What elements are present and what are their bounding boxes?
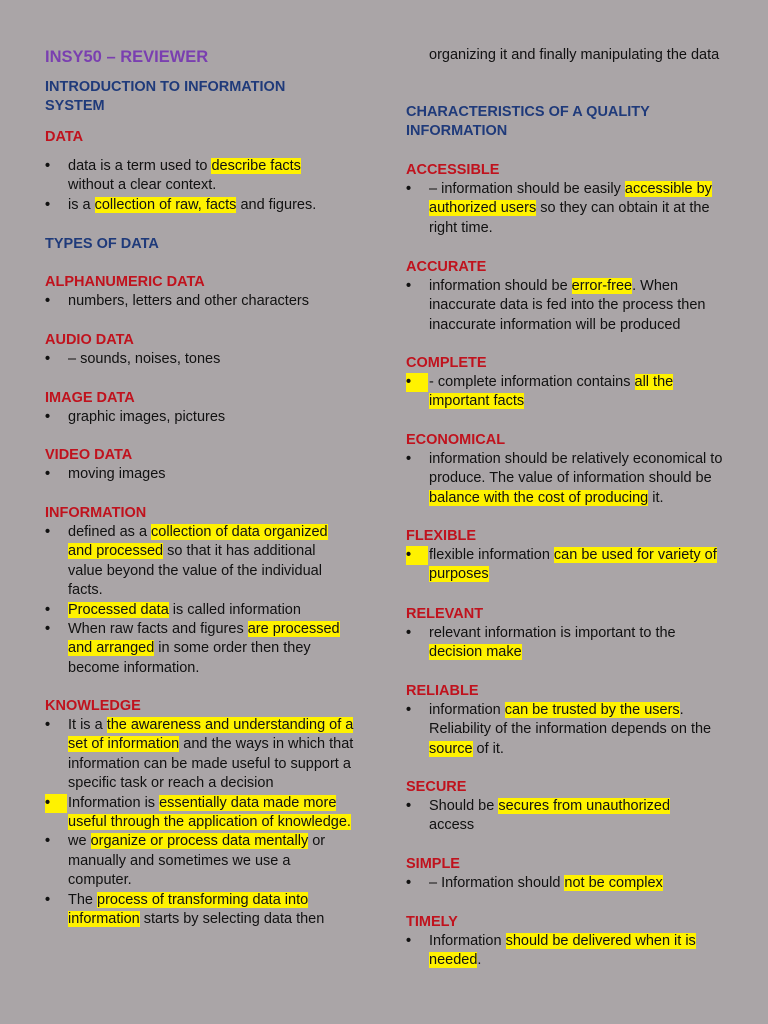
list-item: • information can be trusted by the users. Reliability of the information depends on the source of it. [406,702,712,757]
bullet-icon: • [45,891,51,908]
continued-text: organizing it and finally manipulating the data [429,47,720,63]
list-item: • Should be secures from unauthorized access [406,798,671,834]
knowledge-heading: KNOWLEDGE [45,698,141,714]
video-heading: VIDEO DATA [45,447,133,463]
list-item: • defined as a collection of data organized and processed so that it has additional value beyond the value of the individual facts. [45,524,328,599]
audio-heading: AUDIO DATA [45,332,134,348]
image-heading: IMAGE DATA [45,390,135,406]
relevant-heading: RELEVANT [406,606,484,622]
list-item: • data is a term used to describe facts without a clear context. [45,158,301,194]
list-item: • When raw facts and figures are processed and arranged in some order then they become information. [45,621,340,676]
list-item: • information should be error-free. When inaccurate data is fed into the process then inaccurate information will be produced [406,278,706,333]
bullet-icon: • [45,524,51,540]
bullet-icon: • [45,351,51,367]
bullet-icon: • [406,933,412,949]
economical-heading: ECONOMICAL [406,432,506,448]
bullet-icon: • [45,717,51,733]
flexible-heading: FLEXIBLE [406,528,477,544]
list-item: • – sounds, noises, tones [45,350,368,369]
characteristics-heading: CHARACTERISTICS OF A QUALITY INFORMATION [406,104,650,140]
list-item: • Processed data is called information [45,601,345,620]
information-list [45,523,345,678]
bullet-icon: • [45,833,51,850]
bullet-icon: • [406,373,428,392]
bullet-icon: • [406,875,412,891]
list-item: • flexible information can be used for variety of purposes [406,547,717,583]
bullet-icon: • [45,158,51,174]
bullet-icon: • [406,546,428,565]
intro-heading: INTRODUCTION TO INFORMATION SYSTEM [45,79,286,115]
complete-heading: COMPLETE [406,355,487,371]
list-item: • Information should be delivered when it is needed. [406,933,696,969]
bullet-icon: • [45,621,51,638]
data-heading: DATA [45,129,84,145]
list-item: • moving images [45,465,368,484]
list-item: • we organize or process data mentally or manually and sometimes we use a computer. [45,833,326,889]
reliable-heading: RELIABLE [406,683,479,699]
data-list [45,157,345,215]
accessible-heading: ACCESSIBLE [406,162,500,178]
list-item: • graphic images, pictures [45,408,368,427]
bullet-icon: • [45,601,51,618]
simple-heading: SIMPLE [406,856,460,872]
list-item: • information should be relatively economical to produce. The value of information should be balance with the cost of producing it. [406,451,723,506]
bullet-icon: • [406,625,412,641]
secure-heading: SECURE [406,779,467,795]
bullet-icon: • [45,409,51,425]
bullet-icon: • [45,196,51,213]
types-heading: TYPES OF DATA [45,236,159,252]
bullet-icon: • [406,702,412,718]
bullet-icon: • [406,278,412,294]
list-item: • - complete information contains all the important facts [406,374,674,410]
alphanumeric-heading: ALPHANUMERIC DATA [45,274,205,290]
bullet-icon: • [406,798,412,814]
list-item: • It is a the awareness and understanding of a set of information and the ways in which that information can be made useful to support a specific task or reach a decision [45,717,354,792]
bullet-icon: • [45,293,51,309]
list-item: • The process of transforming data into information starts by selecting data then [45,891,325,928]
document-title: INSY50 – REVIEWER [45,48,209,66]
accurate-heading: ACCURATE [406,259,487,275]
bullet-icon: • [45,466,51,482]
bullet-icon: • [45,794,67,813]
list-item: • numbers, letters and other characters [45,292,368,311]
list-item: • Information is essentially data made more useful through the application of knowledge. [45,794,351,831]
bullet-icon: • [406,451,412,467]
list-item: • – Information should not be complex [406,874,735,893]
list-item: • relevant information is important to the decision make [406,625,676,661]
bullet-icon: • [406,181,412,197]
list-item: • is a collection of raw, facts and figures. [45,196,345,215]
list-item: • – information should be easily accessible by authorized users so they can obtain it at the right time. [406,181,712,236]
knowledge-list [45,716,355,929]
information-heading: INFORMATION [45,505,147,521]
timely-heading: TIMELY [406,914,458,930]
